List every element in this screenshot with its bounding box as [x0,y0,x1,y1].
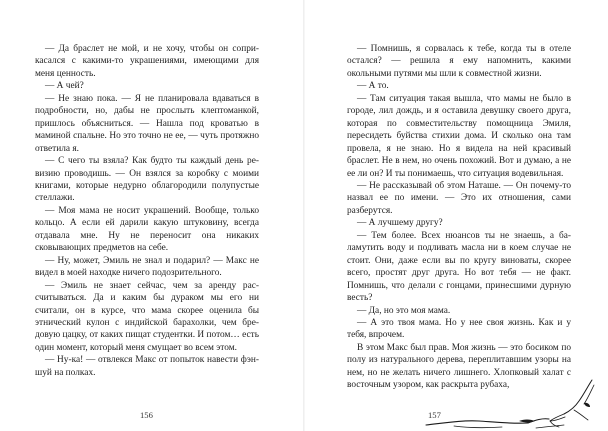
paragraph: — А чей? [45,81,84,92]
paragraph: — С чего ты взяла? Как будто ты каждый день ревизию проводишь. — Он взялся за коробку с моими книгами, которые недурно облагородили полупустые стеллажи. [35,156,259,204]
paragraph: — Там ситуация такая вышла, что мамы не было в городе, лил дождь, и я оставила девушку своего друга, которая по совместительству помощница Эмиля, пересидеть буйства стихии дома. И сколько она там провела, я не знаю. Но я видела на ней красивый браслет. Не в нем, но очень похожий. Вот и думаю, а не ее ли он? И ты понимаешь, что ситуация водевильная. [347,93,571,179]
right-page [304,0,608,431]
left-page-text [35,43,259,379]
paragraph: — Да браслет не мой, и не хочу, чтобы он соприкасался с какими-то украшениями, имеющими для меня ценность. [35,44,259,79]
paragraph: — Да, но это моя мама. [357,305,451,316]
paragraph: — А лучшему другу? [357,218,443,229]
paragraph: — А то. [357,81,389,92]
paragraph: В этом Макс был прав. Моя жизнь — это босиком по полу из натурального дерева, переплитавшим узоры на нем, но не желать ничего лишнего. Хлопковый халат с восточным узором, как раскрыта рубаха, [347,342,571,391]
ink-sketch-illustration [424,376,604,431]
paragraph: — Моя мама не носит украшений. Вообще, только кольцо. А если ей дарили какую штуковину, всегда отдавала мне. Ну не переносит она никаких сковывающих предметов на себе. [35,205,259,254]
paragraph: — Ну, может, Эмиль не знал и подарил? — Макс не видел в моей находке ничего подозрительного. [35,255,259,279]
paragraph: — Тем более. Всех нюансов ты не знаешь, а баламутить воду и подливать масла ни в коем случае не стоит. Они, даже если вы по кругу виноваты, скорее всего, простят друг друга. Но вот тебя — не факт. Помнишь, что делали с гонцами, принесшими дурную весть? [347,230,571,304]
paragraph: — Не рассказывай об этом Наташе. — Он почему-то назвал ее по имени. — Это их отношения, сами разберутся. [347,180,571,216]
paragraph: — А это твоя мама. Но у нее своя жизнь. Как и у тебя, впрочем. [347,317,571,341]
page-number-left: 156 [140,410,153,420]
page-number-right: 157 [428,410,441,420]
paragraph: — Эмиль не знает сейчас, чем за аренду рассчитываться. Да и каким бы дураком мы его ни считали, он в курсе, что мама скорее оценила бы этнический кулон с индийской барахолки, чем бредовую цацку, от каких пищат студентки. И потом… есть один момент, который меня смущает во всем этом. [35,280,259,353]
right-page-text [347,43,571,392]
paragraph: — Помнишь, я сорвалась к тебе, когда ты в отеле остался? — решила я ему напомнить, какими окольными путями мы шли к совместной жизни. [347,44,571,79]
paragraph: — Не знаю пока. — Я не планировала вдаваться в подробности, но, дабы не прослыть клептоманкой, пришлось объясниться. — Нашла под кроватью в маминой спальне. Но это точно не ее, — чуть протяжно ответила я. [35,93,259,154]
paragraph: — Ну-ка! — отвлекся Макс от попыток навести фэн-шуй на полках. [35,355,259,378]
